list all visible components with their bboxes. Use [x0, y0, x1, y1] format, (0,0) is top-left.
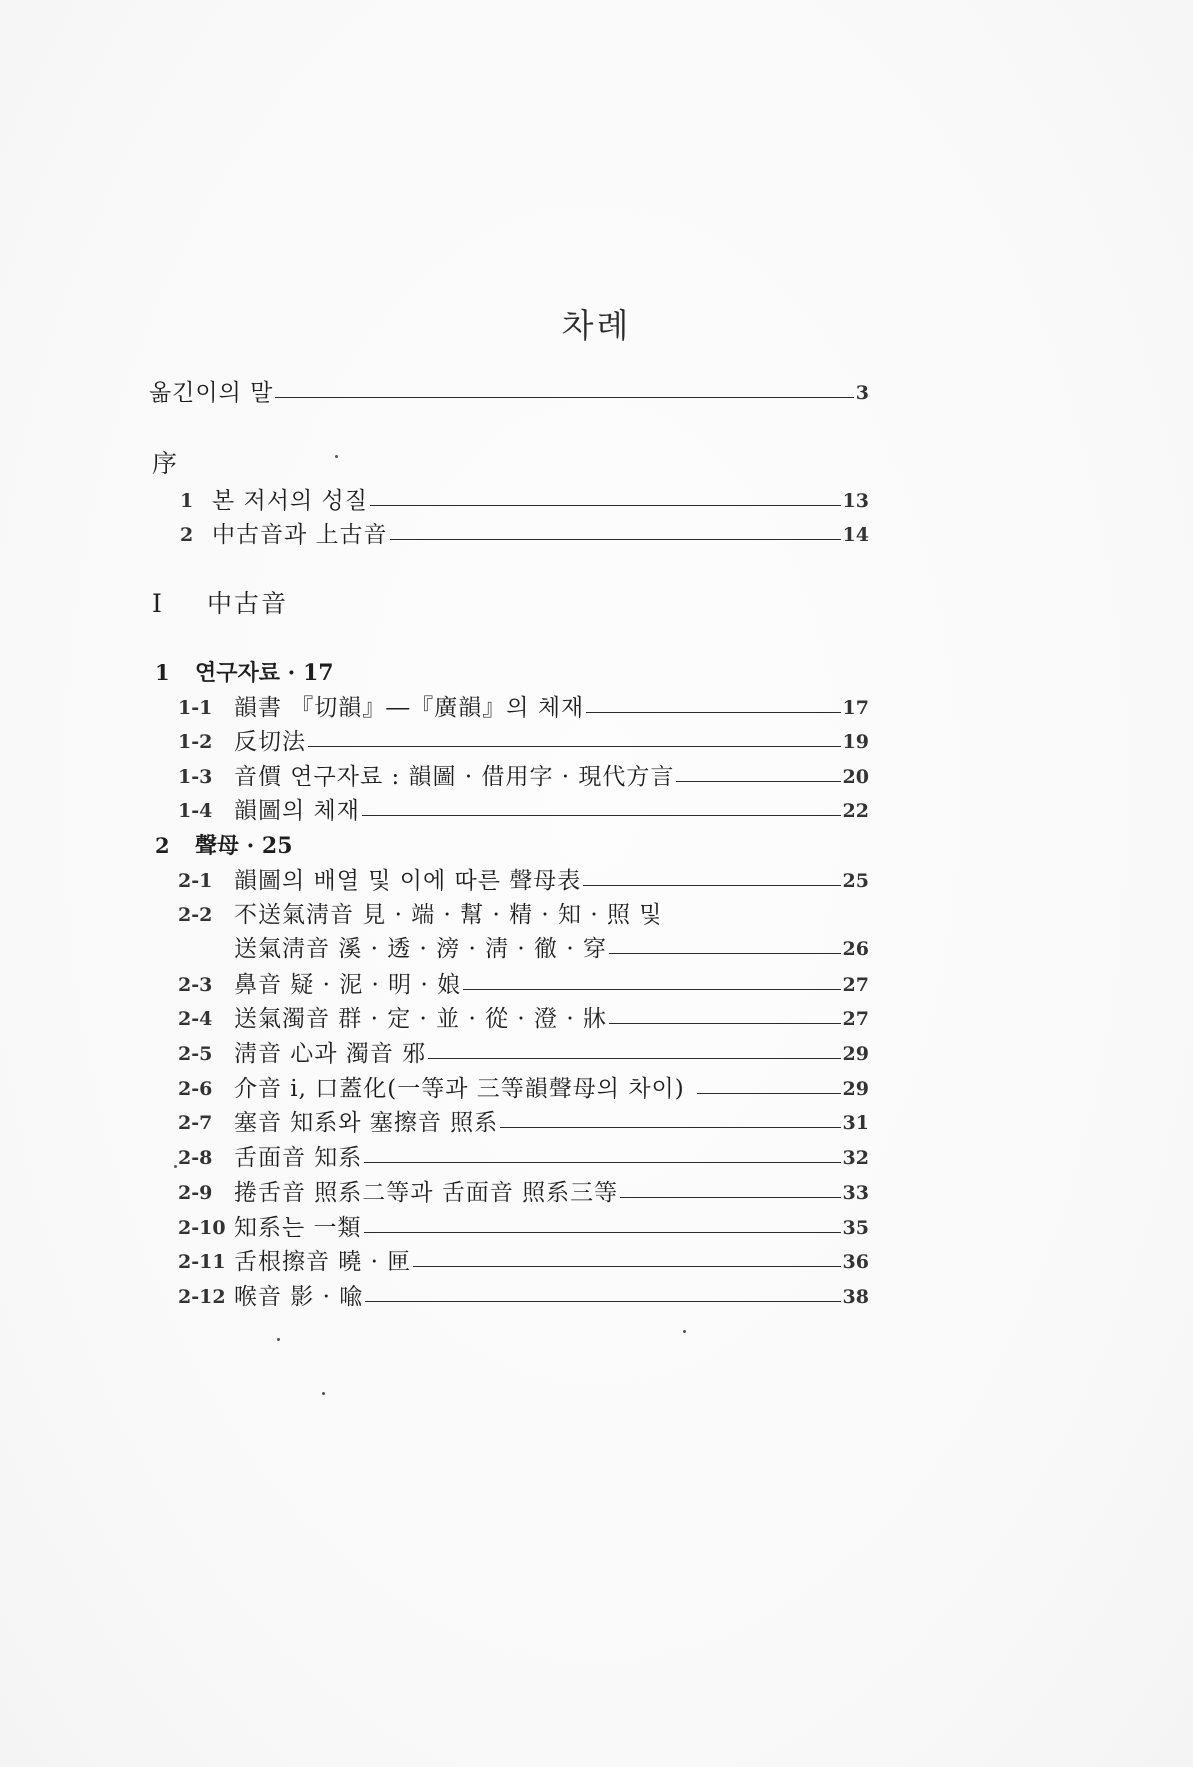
toc-entry-number: 2-7	[178, 1112, 213, 1134]
toc-entry-number: 1-4	[178, 800, 213, 822]
toc-entry-preface-1[interactable]	[180, 486, 869, 516]
part-numeral: I	[152, 589, 162, 618]
chapter-heading-1[interactable]	[155, 656, 334, 689]
toc-entry-2-1[interactable]	[178, 866, 869, 896]
toc-entry-number: 2-3	[178, 974, 213, 996]
toc-entry-number: 2-12	[178, 1286, 226, 1308]
dot-leader	[413, 1266, 840, 1267]
toc-entry-number: 1	[180, 490, 194, 512]
toc-entry-label: 喉音 影 · 喩	[234, 1284, 364, 1310]
toc-entry-page: 17	[842, 697, 869, 719]
dot-leader	[428, 1058, 840, 1059]
toc-entry-1-1[interactable]	[178, 693, 869, 723]
toc-entry-number: 2-1	[178, 870, 213, 892]
toc-entry-number: 2-4	[178, 1008, 213, 1030]
toc-entry-page: 32	[842, 1147, 869, 1169]
toc-entry-2-12[interactable]	[178, 1282, 869, 1312]
chapter-title: 聲母 · 25	[194, 833, 293, 859]
toc-entry-label: 淸音 心과 濁音 邪	[234, 1041, 427, 1067]
toc-entry-page: 25	[842, 870, 869, 892]
toc-entry-number: 1-1	[178, 697, 213, 719]
toc-entry-label: 捲舌音 照系二等과 舌面音 照系三等	[234, 1180, 619, 1206]
toc-entry-number: 2-9	[178, 1182, 213, 1204]
toc-entry-2-11[interactable]	[178, 1247, 869, 1277]
part-title: 中古音	[206, 589, 288, 618]
toc-entry-number: 2-8	[178, 1147, 213, 1169]
toc-entry-number: 2-6	[178, 1078, 213, 1100]
toc-entry-label: 介音 i, 口蓋化(一等과 三等韻聲母의 차이)	[234, 1076, 685, 1102]
dot-leader	[362, 815, 841, 816]
toc-entry-2-10[interactable]	[178, 1213, 869, 1243]
dot-leader	[500, 1127, 840, 1128]
toc-entry-page: 27	[842, 974, 869, 996]
toc-entry-2-3[interactable]	[178, 970, 869, 1000]
dot-leader	[586, 712, 840, 713]
dot-leader	[609, 953, 841, 954]
toc-entry-page: 29	[842, 1078, 869, 1100]
toc-entry-number: 2-2	[178, 904, 213, 926]
toc-entry-label: 韻書 『切韻』―『廣韻』의 체재	[234, 695, 585, 721]
toc-entry-label: 送氣濁音 群 · 定 · 並 · 從 · 澄 · 牀	[234, 1006, 607, 1032]
toc-entry-label: 韻圖의 배열 및 이에 따른 聲母表	[234, 868, 582, 894]
page-title: 차례	[561, 306, 632, 345]
toc-entry-label: 옮긴이의 말	[149, 380, 274, 406]
part-heading	[152, 588, 288, 620]
toc-entry-page: 20	[842, 766, 869, 788]
toc-entry-label: 中古音과 上古音	[212, 522, 388, 548]
toc-entry-page: 36	[842, 1251, 869, 1273]
toc-entry-label: 不送氣淸音 見 · 端 · 幫 · 精 · 知 · 照 및	[234, 902, 663, 928]
toc-entry-2-7[interactable]	[178, 1108, 869, 1138]
dot-leader	[364, 1232, 841, 1233]
toc-entry-page: 33	[842, 1182, 869, 1204]
toc-entry-1-2[interactable]	[178, 727, 869, 757]
dot-leader	[697, 1093, 841, 1094]
toc-entry-2-6[interactable]	[178, 1074, 869, 1104]
chapter-title: 연구자료 · 17	[194, 660, 334, 686]
chapter-number: 1	[155, 660, 170, 685]
dot-leader	[275, 397, 853, 398]
toc-entry-label: 知系는 一類	[234, 1215, 362, 1241]
toc-entry-label: 音價 연구자료 : 韻圖 · 借用字 · 現代方言	[234, 764, 675, 790]
dot-leader	[390, 539, 841, 540]
toc-entry-1-4[interactable]	[178, 796, 869, 826]
toc-entry-2-2-cont[interactable]	[178, 934, 869, 964]
print-speck	[683, 1330, 686, 1333]
toc-entry-2-2[interactable]	[178, 900, 869, 930]
dot-leader	[676, 781, 840, 782]
dot-leader	[365, 1301, 840, 1302]
toc-entry-2-4[interactable]	[178, 1004, 869, 1034]
toc-entry-2-5[interactable]	[178, 1039, 869, 1069]
toc-entry-number: 1-2	[178, 731, 213, 753]
dot-leader	[364, 1162, 840, 1163]
toc-entry-label: 舌根擦音 曉 · 匣	[234, 1249, 412, 1275]
toc-entry-page: 31	[842, 1112, 869, 1134]
chapter-heading-2[interactable]	[155, 829, 293, 862]
toc-entry-1-3[interactable]	[178, 762, 869, 792]
toc-entry-page: 27	[842, 1008, 869, 1030]
preface-heading: 序	[152, 449, 179, 478]
toc-entry-label: 舌面音 知系	[234, 1145, 363, 1171]
chapter-number: 2	[155, 833, 170, 858]
print-speck	[322, 1392, 325, 1395]
dot-leader	[620, 1197, 840, 1198]
toc-entry-page: 14	[842, 524, 869, 546]
toc-entry-label: 送氣淸音 溪 · 透 · 滂 · 淸 · 徹 · 穿	[234, 936, 607, 962]
toc-entry-2-9[interactable]	[178, 1178, 869, 1208]
toc-entry-page: 38	[842, 1286, 869, 1308]
toc-entry-page: 29	[842, 1043, 869, 1065]
toc-entry-label: 본 저서의 성질	[212, 488, 368, 514]
print-speck	[174, 1165, 177, 1168]
toc-entry-number: 2	[180, 524, 194, 546]
toc-entry-label: 塞音 知系와 塞擦音 照系	[234, 1110, 499, 1136]
toc-entry-page: 22	[842, 800, 869, 822]
toc-entry-page: 26	[842, 938, 869, 960]
toc-entry-number: 1-3	[178, 766, 213, 788]
dot-leader	[308, 746, 841, 747]
toc-entry-page: 19	[842, 731, 869, 753]
dot-leader	[609, 1023, 841, 1024]
print-speck	[335, 455, 338, 458]
toc-entry-2-8[interactable]	[178, 1143, 869, 1173]
toc-entry-translator-note[interactable]	[149, 378, 869, 408]
print-speck	[277, 1338, 280, 1341]
dot-leader	[583, 885, 840, 886]
toc-entry-page: 35	[842, 1217, 869, 1239]
toc-entry-label: 鼻音 疑 · 泥 · 明 · 娘	[234, 972, 462, 998]
toc-entry-label: 韻圖의 체재	[234, 798, 360, 824]
dot-leader	[463, 989, 840, 990]
dot-leader	[370, 505, 841, 506]
toc-entry-number: 2-11	[178, 1251, 226, 1273]
toc-entry-number: 2-5	[178, 1043, 213, 1065]
toc-entry-number: 2-10	[178, 1217, 226, 1239]
toc-entry-page: 13	[842, 490, 869, 512]
toc-entry-page: 3	[855, 382, 869, 404]
toc-entry-label: 反切法	[234, 729, 306, 755]
toc-entry-preface-2[interactable]	[180, 520, 869, 550]
